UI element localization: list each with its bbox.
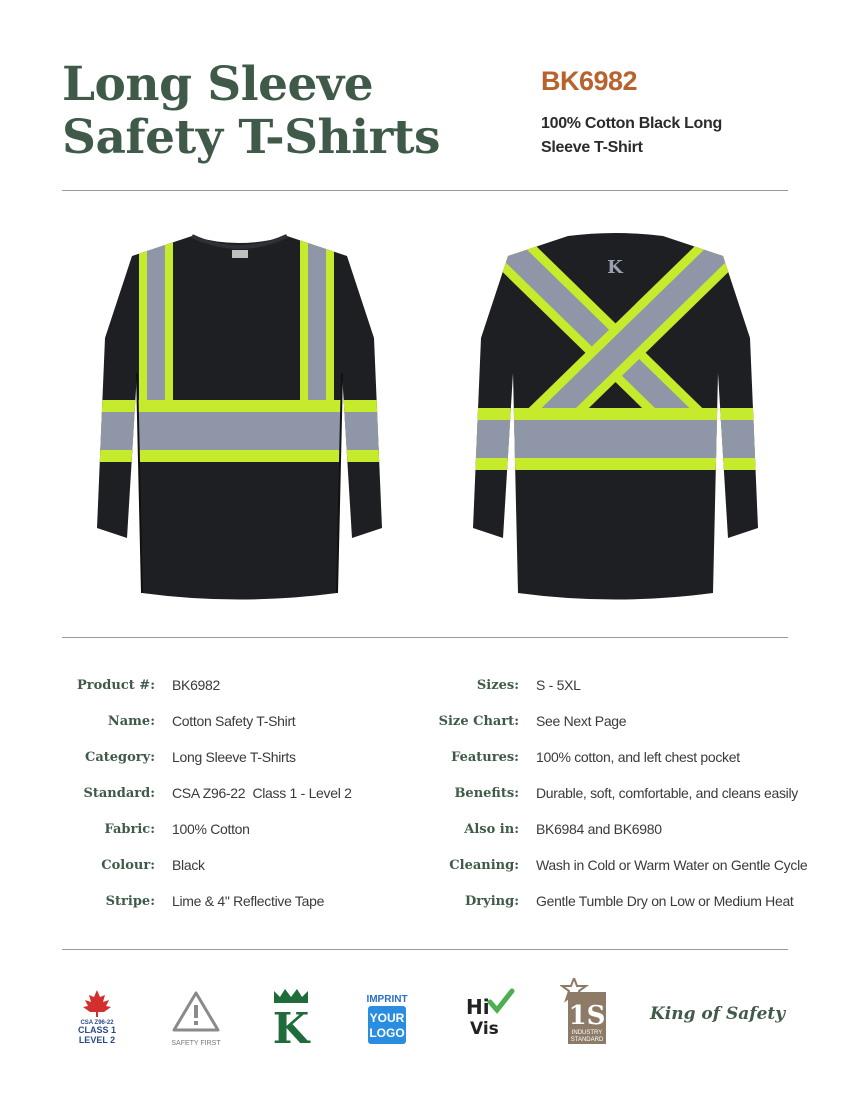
spec-value: BK6982 xyxy=(172,677,221,693)
csa-line-2: CLASS 1 xyxy=(77,1025,117,1035)
hivis-line-2: Vis xyxy=(470,1019,499,1039)
spec-row xyxy=(0,746,850,768)
divider-bottom xyxy=(62,949,788,950)
shirt-front-image xyxy=(92,228,387,608)
spec-value: Gentle Tumble Dry on Low or Medium Heat xyxy=(536,893,794,909)
spec-value: BK6984 and BK6980 xyxy=(536,821,662,837)
spec-value: Black xyxy=(172,857,205,873)
imprint-line-2: YOUR xyxy=(369,1011,405,1025)
brand-name: King of Safety xyxy=(650,1004,786,1024)
spec-label: Stripe: xyxy=(105,893,155,909)
industry-line-2: STANDARD xyxy=(570,1037,604,1043)
spec-label: Name: xyxy=(107,713,155,729)
spec-label: Product #: xyxy=(77,677,155,693)
spec-value: Lime & 4" Reflective Tape xyxy=(172,893,325,909)
k-letter: K xyxy=(272,1004,310,1047)
industry-line-1: INDUSTRY xyxy=(571,1030,603,1036)
spec-value: CSA Z96-22 Class 1 - Level 2 xyxy=(172,785,352,801)
spec-value: 100% cotton, and left chest pocket xyxy=(536,749,740,765)
divider-middle xyxy=(62,637,788,638)
spec-label: Standard: xyxy=(83,785,155,801)
spec-label: Sizes: xyxy=(476,677,519,693)
maple-leaf-icon xyxy=(83,990,111,1017)
divider-top xyxy=(62,190,788,191)
spec-row xyxy=(0,782,850,804)
spec-label: Drying: xyxy=(465,893,519,909)
spec-label: Size Chart: xyxy=(438,713,519,729)
spec-value: 100% Cotton xyxy=(172,821,250,837)
spec-label: Benefits: xyxy=(454,785,519,801)
spec-row xyxy=(0,854,850,876)
page-title xyxy=(62,58,502,164)
shirt-back-image xyxy=(468,228,763,608)
hivis-line-1: Hi xyxy=(466,995,490,1019)
spec-value: See Next Page xyxy=(536,713,627,729)
imprint-line-1: IMPRINT xyxy=(366,994,408,1005)
spec-label: Also in: xyxy=(464,821,519,837)
subtitle-line-1: 100% Cotton Black Long xyxy=(541,115,722,132)
csa-line-1: CSA Z96-22 xyxy=(80,1020,114,1026)
industry-big: 1S xyxy=(568,1001,606,1031)
csa-line-3: LEVEL 2 xyxy=(78,1035,116,1045)
k-logo xyxy=(270,987,312,1047)
spec-row xyxy=(0,818,850,840)
title-line-2: Safety T-Shirts xyxy=(62,110,441,165)
safety-first-badge xyxy=(170,990,222,1046)
spec-row xyxy=(0,890,850,912)
spec-value: Cotton Safety T-Shirt xyxy=(172,713,296,729)
spec-value: Durable, soft, comfortable, and cleans easily xyxy=(536,785,798,801)
spec-label: Fabric: xyxy=(104,821,155,837)
imprint-line-3: LOGO xyxy=(369,1026,405,1040)
hivis-badge xyxy=(464,988,516,1040)
imprint-logo-badge xyxy=(365,992,409,1046)
spec-label: Category: xyxy=(84,749,155,765)
crown-icon xyxy=(274,989,308,1003)
product-code: BK6982 xyxy=(541,66,638,96)
csa-badge xyxy=(74,990,120,1046)
safety-first-label: SAFETY FIRST xyxy=(171,1040,221,1047)
checkmark-icon xyxy=(490,991,512,1010)
subtitle-line-2: Sleeve T-Shirt xyxy=(541,139,643,156)
spec-label: Colour: xyxy=(101,857,155,873)
spec-label: Cleaning: xyxy=(449,857,519,873)
industry-standard-badge xyxy=(560,978,610,1046)
product-subtitle xyxy=(541,112,771,160)
spec-label: Features: xyxy=(451,749,519,765)
spec-row xyxy=(0,674,850,696)
spec-row xyxy=(0,710,850,732)
back-k-logo: K xyxy=(607,257,623,278)
spec-value: Long Sleeve T-Shirts xyxy=(172,749,296,765)
spec-value: S - 5XL xyxy=(536,677,581,693)
spec-value: Wash in Cold or Warm Water on Gentle Cycle xyxy=(536,857,808,873)
title-line-1: Long Sleeve xyxy=(62,57,374,112)
